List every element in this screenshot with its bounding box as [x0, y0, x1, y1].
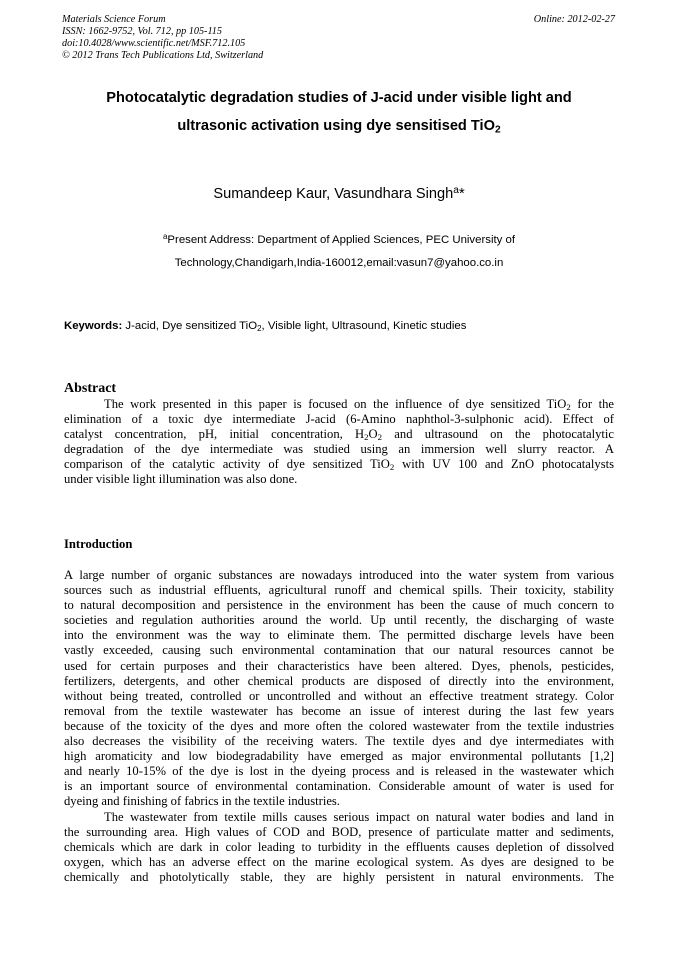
paper-title-line-2: ultrasonic activation using dye sensitised TiO$_2$: [177, 118, 501, 136]
introduction-heading: Introduction: [64, 537, 133, 551]
paper-title-line-1: Photocatalytic degradation studies of J-acid under visible light and: [106, 90, 572, 106]
journal-name: Materials Science Forum: [62, 14, 166, 25]
abstract-heading: Abstract: [64, 381, 117, 396]
introduction-body: A large number of organic substances are nowadays introduced into the water system from various sources such as industrial effluents, agricultural runoff and chemical spills. Their toxicity, stability to natural decomposition and persistence in the environment has been the cause of much concern to societies and regulation authorities around the world. Up until recently, the discharging of waste into the environment was the way to eliminate them. The permitted discharge levels have been vastly exceeded, causing such environmental contamination that our natural resources cannot be used for certain purposes and their characteristics have been altered. Dyes, phenols, pesticides, fertilizers, detergents, and other chemical products are disposed of directly into the environment, without being treated, controlled or uncontrolled and without an effective treatment strategy. Color removal from the textile wastewater has become an issue of interest during the last few years because of the toxicity of the dyes and more often the colored wastewater from the textile industries also decreases the visibility of the receiving waters. The textile dyes and dye intermediates with high aromaticity and low biodegradability have emerged as major environmental pollutants [1,2] and nearly 10-15% of the dye is lost in the dyeing process and is released in the wastewater which is an important source of environmental contamination. Considerable amount of water is used for dyeing and finishing of fabrics in the textile industries. The wastewater from textile mills causes serious impact on natural water bodies and land in the surrounding area. High values of COD and BOD, presence of particulate matter and sediments, chemicals which are dark in color leading to turbidity in the effluents causes depletion of dissolved oxygen, which has an adverse effect on the marine ecological system. As dyes are designed to be chemically and photolytically stable, they are highly persistent in natural environments. The: [64, 568, 614, 884]
issn-line: ISSN: 1662-9752, Vol. 712, pp 105-115: [62, 26, 222, 37]
author-list: Sumandeep Kaur, Vasundhara Singh$^a$*: [213, 184, 465, 202]
copyright-line: © 2012 Trans Tech Publications Ltd, Switzerland: [62, 50, 264, 61]
doi-line: doi:10.4028/www.scientific.net/MSF.712.105: [62, 38, 246, 49]
online-date: Online: 2012-02-27: [533, 14, 615, 25]
journal-meta: [62, 14, 263, 62]
abstract-body: The work presented in this paper is focused on the influence of dye sensitized TiO$_2$ for the elimination of a toxic dye intermediate J-acid (6-Amino naphthol-3-sulphonic acid). Effect of catalyst concentration, pH, initial concentration, $H_2O_2$ and ultrasound on the photocatalytic degradation of the dye intermediate was studied using an immersion well slurry reactor. A comparison of the catalytic activity of dye sensitized TiO$_2$ with UV 100 and ZnO photocatalysts under visible light illumination was also done.: [64, 397, 614, 487]
author-names: Sumandeep Kaur, Vasundhara Singh: [213, 186, 454, 202]
keywords: Keywords: J-acid, Dye sensitized TiO$_2$, Visible light, Ultrasound, Kinetic studies: [64, 320, 467, 333]
keywords-label: Keywords:: [64, 320, 123, 332]
affiliation-line-2: Technology,Chandigarh,India-160012,email:vasun7@yahoo.co.in: [174, 257, 504, 269]
affiliation-line-1: $^a$Present Address: Department of Applied Sciences, PEC University of: [162, 232, 516, 246]
